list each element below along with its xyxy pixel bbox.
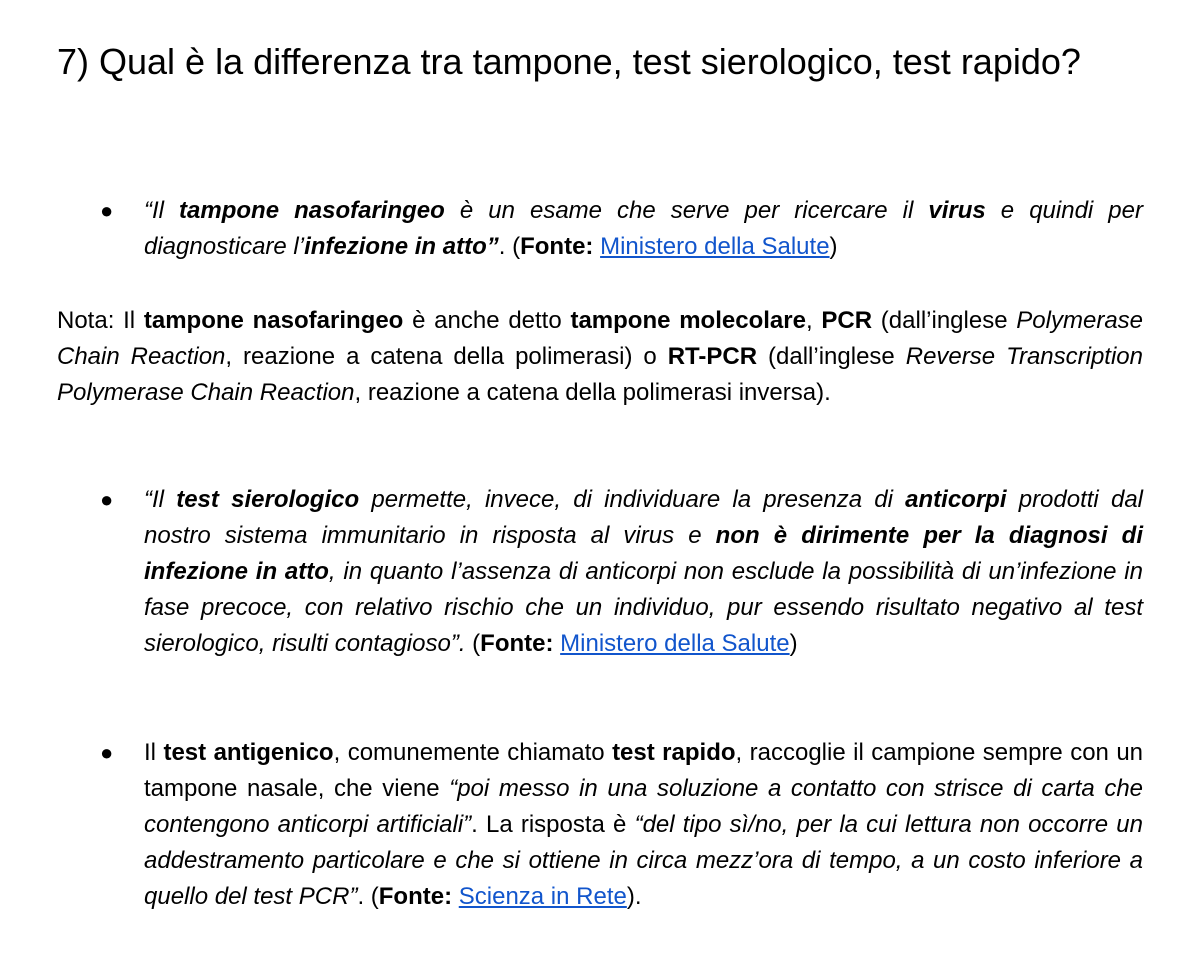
list-item-tampone: “Il tampone nasofaringeo è un esame che serve per ricercare il virus e quindi per diagnosticare l’infezione in atto”. (Fonte: Ministero della Salute)	[144, 197, 1143, 260]
section-heading: 7) Qual è la differenza tra tampone, test sierologico, test rapido?	[57, 41, 1081, 82]
bold-term: test sierologico	[176, 486, 360, 513]
bold-term: tampone nasofaringeo	[179, 197, 445, 224]
quote-text: “Il test sierologico permette, invece, di individuare la presenza di anticorpi prodotti dal nostro sistema immunitario in risposta al virus e non è dirimente per la diagnosi di infezione in atto, in quanto l’assenza di anticorpi non esclude la possibilità di un’infezione in fase precoce, con relativo rischio che un individuo, pur essendo risultato negativo al test sierologico, risulti contagioso”.	[144, 486, 1144, 657]
bold-term: non è dirimente per la diagnosi di infezione in atto	[144, 522, 1143, 585]
italic-term: Reverse Transcription Polymerase Chain Reaction	[57, 343, 1143, 406]
fonte-label: Fonte:	[520, 233, 594, 260]
bold-term: tampone molecolare	[570, 307, 806, 334]
quote-text: “Il tampone nasofaringeo è un esame che serve per ricercare il virus e quindi per diagnosticare l’infezione in atto”	[144, 197, 1143, 260]
bold-term: RT-PCR	[667, 343, 758, 370]
quote-text: “poi messo in una soluzione a contatto con strisce di carta che contengono anticorpi artificiali”	[144, 775, 1144, 838]
italic-term: Polymerase Chain Reaction	[57, 307, 1144, 370]
quote-text: “del tipo sì/no, per la cui lettura non occorre un addestramento particolare e che si ottiene in circa mezz’ora di tempo, a un costo inferiore a quello del test PCR”	[144, 811, 1143, 910]
list-item-sierologico: “Il test sierologico permette, invece, di individuare la presenza di anticorpi prodotti dal nostro sistema immunitario in risposta al virus e non è dirimente per la diagnosi di infezione in atto, in quanto l’assenza di anticorpi non esclude la possibilità di un’infezione in fase precoce, con relativo rischio che un individuo, pur essendo risultato negativo al test sierologico, risulti contagioso”. (Fonte: Ministero della Salute)	[144, 486, 1144, 657]
source-link-ministero[interactable]: Ministero della Salute	[560, 630, 790, 657]
bullet-icon: ●	[100, 487, 114, 512]
source-link-ministero[interactable]: Ministero della Salute	[600, 233, 830, 260]
bullet-icon: ●	[100, 198, 114, 223]
source-link-scienza-in-rete[interactable]: Scienza in Rete	[458, 883, 627, 910]
fonte-label: Fonte:	[480, 630, 554, 657]
bold-term: test rapido	[612, 739, 736, 766]
fonte-label: Fonte:	[378, 883, 453, 910]
bold-term: anticorpi	[905, 486, 1007, 513]
bullet-icon: ●	[100, 740, 114, 765]
list-item-antigenico: Il test antigenico, comunemente chiamato test rapido, raccoglie il campione sempre con un tampone nasale, che viene “poi messo in una soluzione a contatto con strisce di carta che contengono anticorpi artificiali”. La risposta è “del tipo sì/no, per la cui lettura non occorre un addestramento particolare e che si ottiene in circa mezz’ora di tempo, a un costo inferiore a quello del test PCR”. (Fonte: Scienza in Rete).	[144, 739, 1144, 910]
bold-term: tampone nasofaringeo	[143, 307, 404, 334]
bold-term: test antigenico	[163, 739, 334, 766]
bold-term: infezione in atto”	[304, 233, 499, 260]
bold-term: virus	[928, 197, 986, 224]
nota-paragraph: Nota: Il tampone nasofaringeo è anche detto tampone molecolare, PCR (dall’inglese Polymerase Chain Reaction, reazione a catena della polimerasi) o RT-PCR (dall’inglese Reverse Transcription Polymerase Chain Reaction, reazione a catena della polimerasi inversa).	[57, 307, 1144, 406]
bold-term: PCR	[821, 307, 873, 334]
